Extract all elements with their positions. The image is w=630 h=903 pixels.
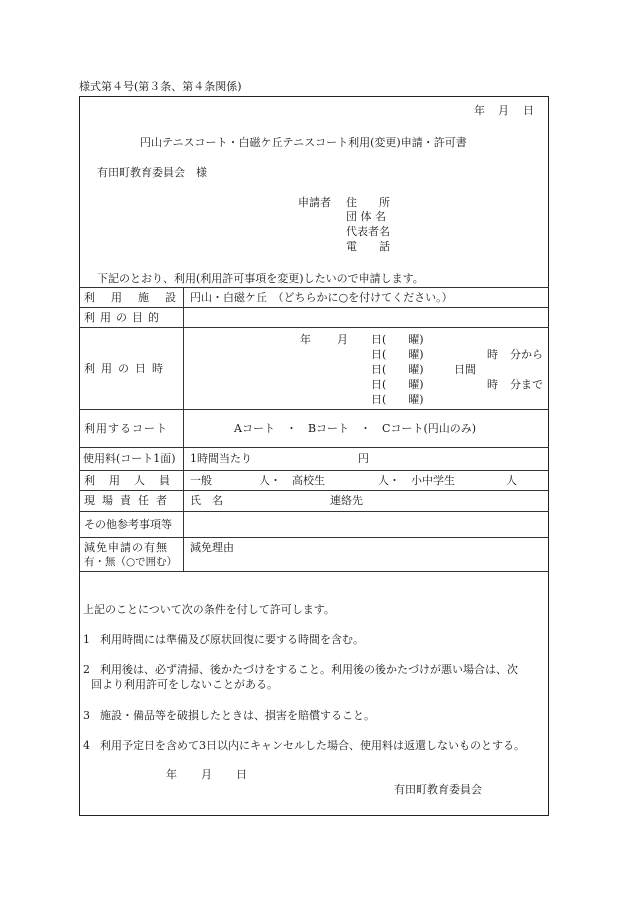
exemption-label: 減免申請の有無: [84, 541, 168, 554]
form-title: 円山テニスコート・白磁ケ丘テニスコート利用(変更)申請・許可書: [140, 136, 467, 149]
datetime-day-5: 日( 曜): [371, 393, 424, 406]
datetime-year: 年: [300, 333, 311, 346]
applicant-phone-label: 電 話: [346, 240, 390, 253]
condition-3-text: 施設・備品等を破損したときは、損害を賠償すること。: [100, 709, 375, 722]
condition-4-number: 4: [83, 739, 90, 752]
approval-date-month: 月: [201, 768, 212, 781]
facility-label: 利 用 施 設: [84, 291, 176, 304]
approval-intro: 上記のことについて次の条件を付して許可します。: [83, 603, 335, 616]
table-line: [79, 327, 549, 328]
datetime-start-hour: 時: [487, 348, 498, 361]
manager-contact: 連絡先: [330, 494, 363, 507]
users-junior: 人・ 小中学生: [378, 474, 455, 487]
users-general: 一般: [190, 474, 212, 487]
condition-3-number: 3: [83, 709, 90, 722]
datetime-duration: 日間: [454, 363, 476, 376]
applicant-group-label: 団 体 名: [346, 210, 386, 223]
table-line: [79, 511, 549, 512]
applicant-address-label: 住 所: [346, 196, 390, 209]
table-line: [79, 470, 549, 471]
table-line: [79, 287, 549, 288]
table-line: [79, 447, 549, 448]
approval-date-day: 日: [236, 768, 247, 781]
table-line: [79, 490, 549, 491]
court-label: 利用するコート: [84, 422, 168, 435]
form-number: 様式第４号(第３条、第４条関係): [79, 80, 242, 93]
exemption-reason: 減免理由: [190, 541, 234, 554]
condition-2-text-cont: 回より利用許可をしないことがある。: [91, 678, 278, 691]
datetime-end-hour: 時: [487, 378, 498, 391]
table-line: [79, 571, 549, 572]
datetime-day-2: 日( 曜): [371, 348, 424, 361]
header-date-month: 月: [498, 104, 509, 117]
fee-unit: 円: [358, 452, 369, 465]
request-intro: 下記のとおり、利用(利用許可事項を変更)したいので申請します。: [97, 272, 424, 285]
condition-1-text: 利用時間には準備及び原状回復に要する時間を含む。: [100, 633, 364, 646]
approval-date-year: 年: [166, 768, 177, 781]
manager-label: 現場責任者: [84, 494, 174, 507]
condition-4-text: 利用予定日を含めて3日以内にキャンセルした場合、使用料は返還しないものとする。: [100, 739, 525, 752]
header-date-day: 日: [523, 104, 534, 117]
users-label: 利用人員: [84, 474, 184, 487]
applicant-representative-label: 代表者名: [346, 225, 390, 238]
datetime-month: 月: [337, 333, 348, 346]
datetime-label: 利用の日時: [84, 362, 169, 375]
condition-1-number: 1: [83, 633, 90, 646]
datetime-start-minute: 分から: [510, 348, 543, 361]
datetime-day-4: 日( 曜): [371, 378, 424, 391]
purpose-label: 利用の目的: [84, 311, 164, 324]
condition-2-number: 2: [83, 663, 90, 676]
court-options: Aコート ・ Bコート ・ Cコート(円山のみ): [234, 422, 477, 435]
table-column-divider: [183, 287, 184, 571]
table-line: [79, 537, 549, 538]
manager-name: 氏 名: [190, 494, 223, 507]
fee-label: 使用料(コート1面): [83, 452, 176, 465]
users-high-school: 人・ 高校生: [259, 474, 325, 487]
header-date-year: 年: [474, 104, 485, 117]
exemption-choice: 有・無（○で囲む）: [84, 556, 178, 568]
addressee: 有田町教育委員会 様: [97, 166, 207, 179]
table-line: [79, 307, 549, 308]
applicant-label: 申請者: [298, 196, 331, 209]
condition-2-text: 利用後は、必ず清掃、後かたづけをすること。利用後の後かたづけが悪い場合は、次: [100, 663, 518, 676]
other-label: その他参考事項等: [84, 518, 172, 531]
table-line: [79, 409, 549, 410]
datetime-end-minute: 分まで: [510, 378, 543, 391]
issuer: 有田町教育委員会: [394, 783, 482, 796]
facility-value: 円山・白磁ケ丘 （どちらかに○を付けてください。）: [190, 291, 453, 304]
datetime-day-3: 日( 曜): [371, 363, 424, 376]
fee-per-hour: 1時間当たり: [190, 452, 252, 465]
datetime-day-1: 日( 曜): [371, 333, 424, 346]
users-person-unit: 人: [506, 474, 517, 487]
